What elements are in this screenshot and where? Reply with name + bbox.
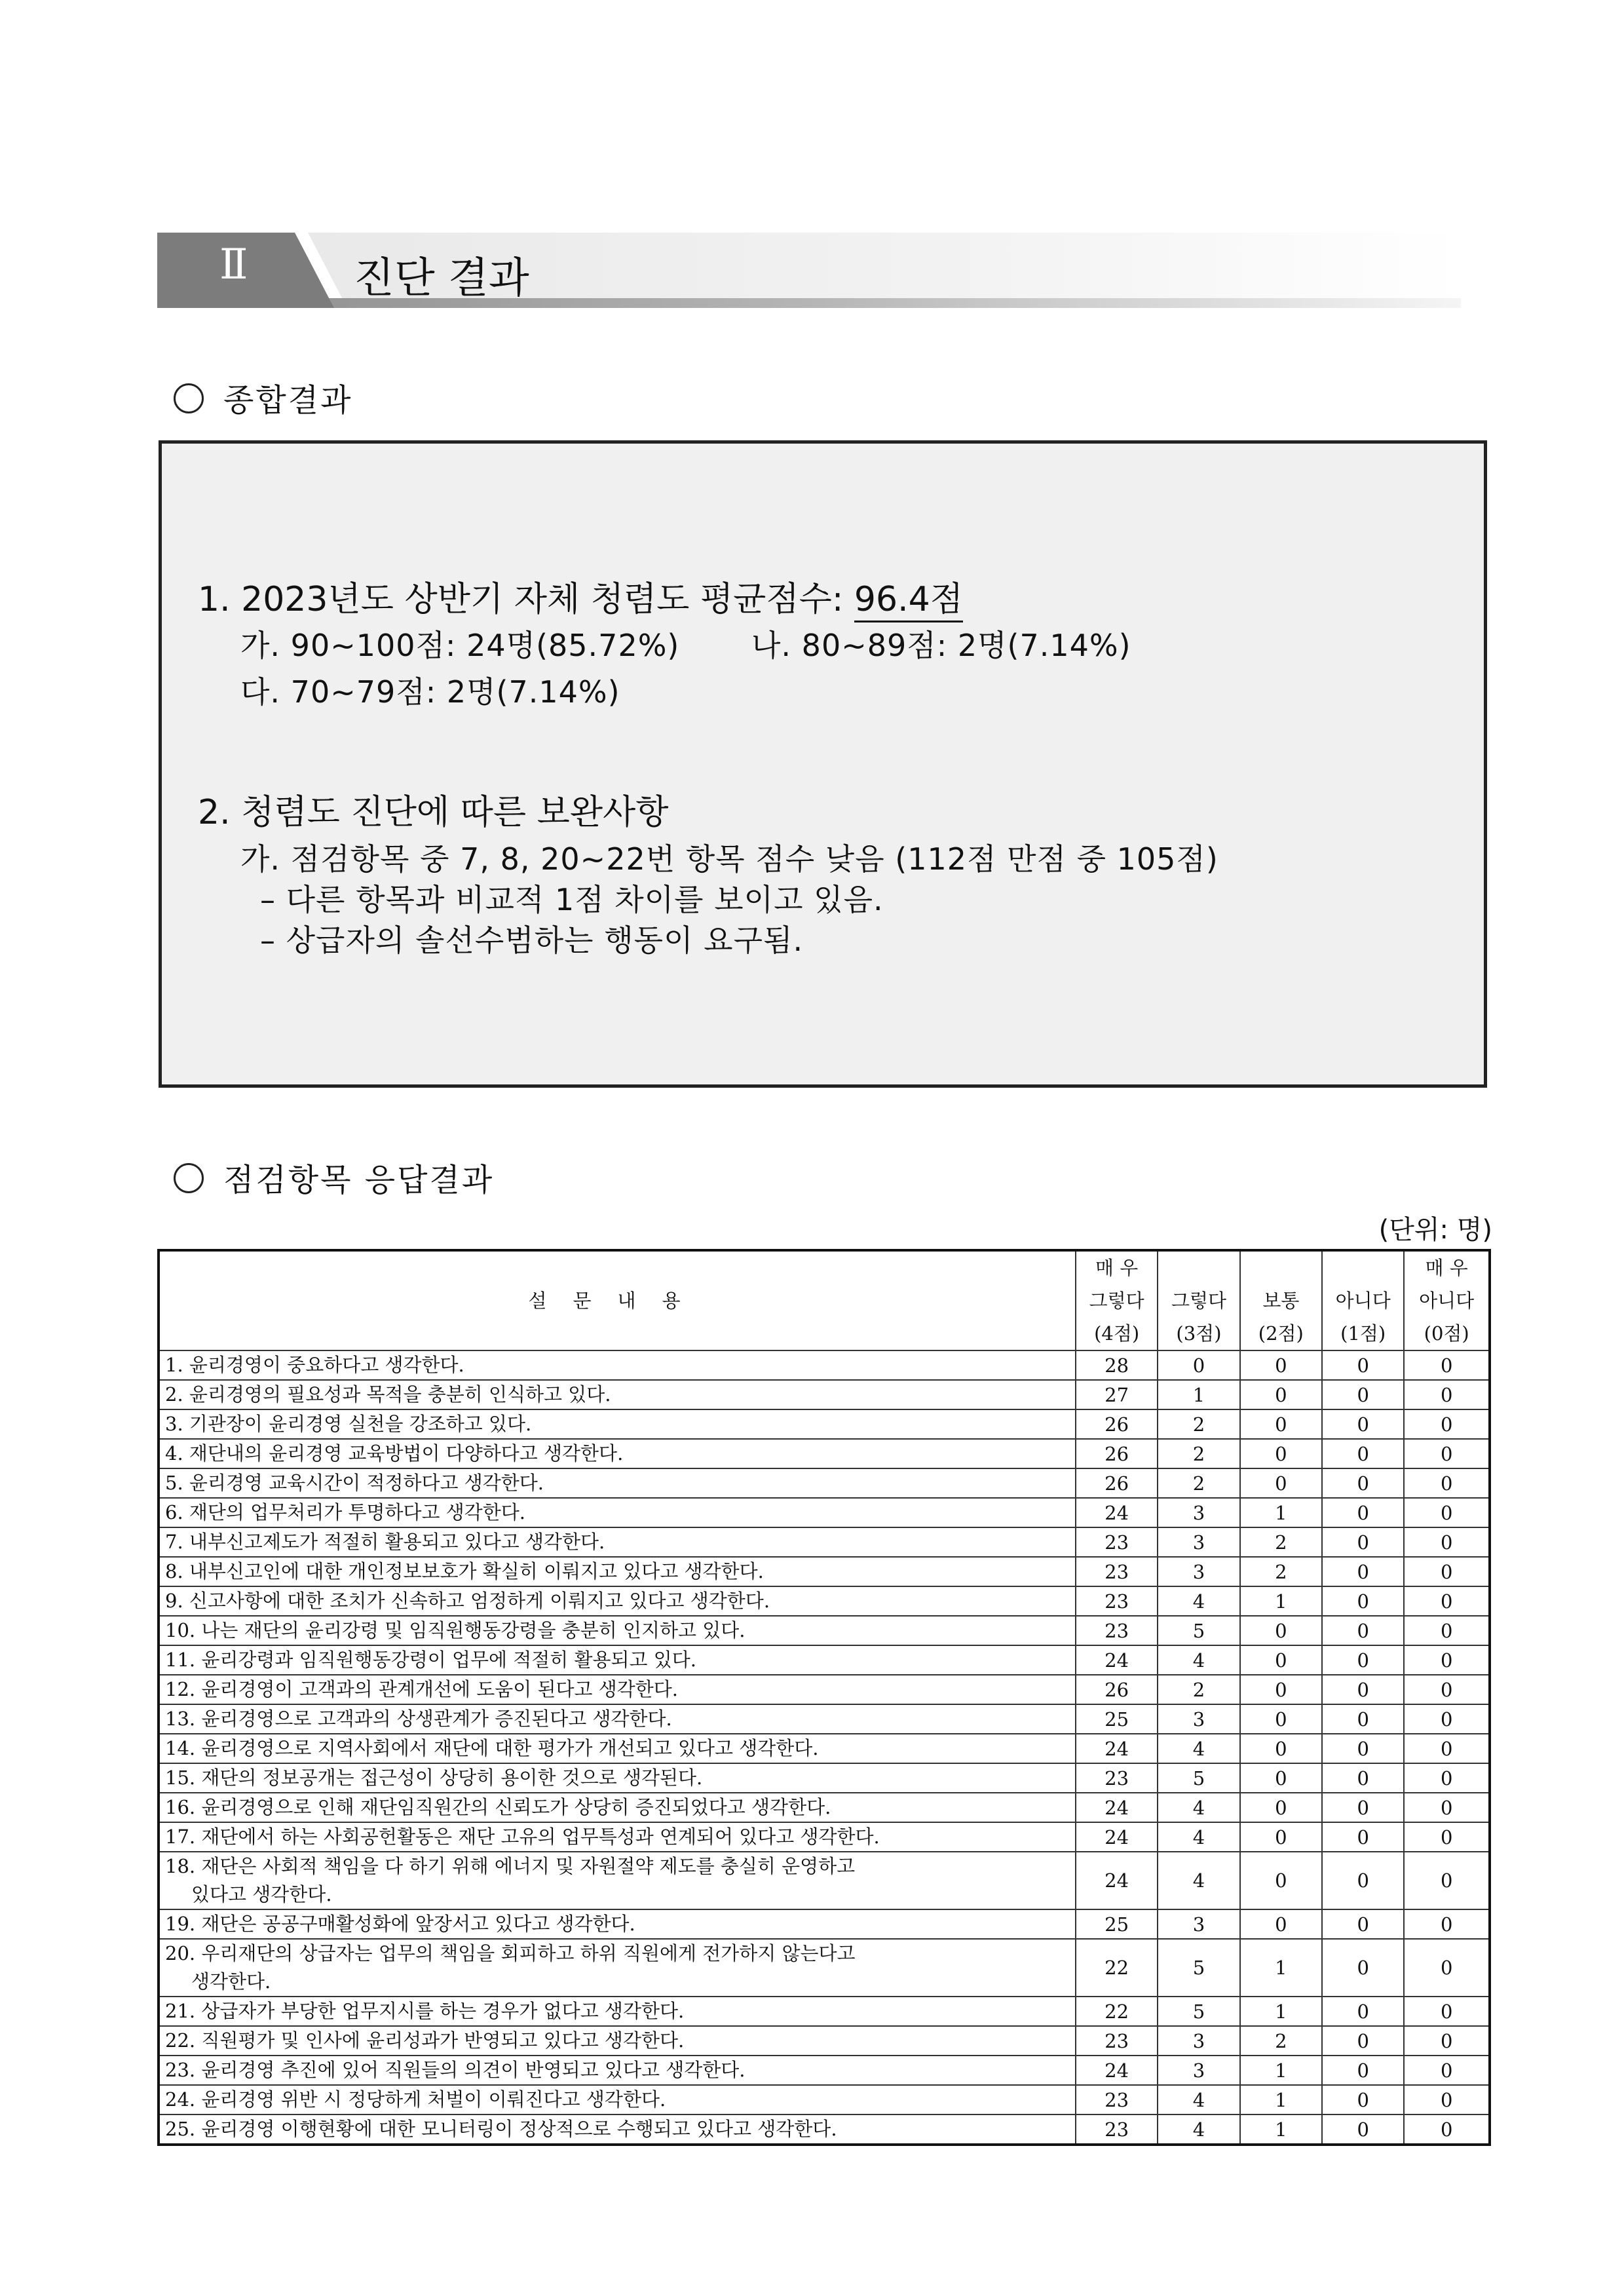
response-count-cell: 0 [1404,2026,1490,2056]
response-count-cell: 1 [1240,1498,1322,1527]
table-row [159,1704,1490,1734]
response-count-cell: 0 [1322,1557,1404,1586]
response-count-cell: 0 [1404,1645,1490,1675]
question-cell [159,1498,1076,1527]
question-cell [159,1380,1076,1409]
question-cell [159,1409,1076,1439]
question-text: 14. 윤리경영으로 지역사회에서 재단에 대한 평가가 개선되고 있다고 생각한다. [165,1737,819,1759]
response-count-cell: 4 [1158,1645,1239,1675]
question-text: 3. 기관장이 윤리경영 실천을 강조하고 있다. [165,1413,532,1435]
question-text-continued: 생각한다. [191,1970,271,1993]
response-count-cell: 2 [1240,1527,1322,1557]
table-row [159,1409,1490,1439]
section-number: Ⅱ [219,240,248,289]
summary-item-1-prefix: 1. 2023년도 상반기 자체 청렴도 평균점수: [198,580,854,619]
question-text-continued: 있다고 생각한다. [191,1883,332,1905]
response-count-cell: 0 [1240,1409,1322,1439]
response-count-cell: 0 [1404,1409,1490,1439]
response-count-cell: 2 [1158,1409,1239,1439]
table-body [159,1350,1490,2145]
question-text: 20. 우리재단의 상급자는 업무의 책임을 회피하고 하위 직원에게 전가하지 않는다고 [165,1942,856,1964]
summary-heading-text: 종합결과 [223,382,353,419]
question-text: 2. 윤리경영의 필요성과 목적을 충분히 인식하고 있다. [165,1383,611,1406]
response-count-cell: 0 [1158,1350,1239,1380]
response-count-cell: 1 [1240,1939,1322,1997]
table-row [159,1586,1490,1616]
response-count-cell: 0 [1322,2114,1404,2145]
response-count-cell: 0 [1240,1468,1322,1498]
response-count-cell: 0 [1322,1439,1404,1468]
response-count-cell: 22 [1076,1997,1158,2026]
response-count-cell: 1 [1240,1997,1322,2026]
response-count-cell: 0 [1404,1909,1490,1939]
question-text: 22. 직원평가 및 인사에 윤리성과가 반영되고 있다고 생각한다. [165,2029,685,2052]
response-count-cell: 4 [1158,2114,1239,2145]
response-count-cell: 24 [1076,1822,1158,1852]
question-cell [159,1939,1076,1997]
response-count-cell: 23 [1076,2026,1158,2056]
summary-heading [174,375,352,420]
response-count-cell: 3 [1158,1909,1239,1939]
response-count-cell: 0 [1240,1380,1322,1409]
table-row [159,1734,1490,1763]
response-count-cell: 0 [1322,1498,1404,1527]
question-cell [159,2026,1076,2056]
question-text: 24. 윤리경영 위반 시 정당하게 처벌이 이뤄진다고 생각한다. [165,2088,666,2111]
table-header-row [159,1250,1490,1350]
question-cell [159,1793,1076,1822]
response-count-cell: 3 [1158,1557,1239,1586]
response-count-cell: 0 [1404,1997,1490,2026]
question-cell [159,1822,1076,1852]
response-table [157,1249,1491,2146]
response-count-cell: 0 [1240,1616,1322,1645]
response-count-cell: 0 [1240,1822,1322,1852]
response-count-cell: 0 [1404,2085,1490,2114]
summary-item-1-line-b: 나. 80~89점: 2명(7.14%) [751,628,1131,663]
table-row [159,1616,1490,1645]
response-count-cell: 0 [1322,2026,1404,2056]
question-text: 1. 윤리경영이 중요하다고 생각한다. [165,1354,464,1376]
response-count-cell: 1 [1240,1586,1322,1616]
response-count-cell: 22 [1076,1939,1158,1997]
question-text: 25. 윤리경영 이행현황에 대한 모니터링이 정상적으로 수행되고 있다고 생각한다. [165,2118,837,2140]
section-title: 진단 결과 [354,254,529,303]
response-count-cell: 0 [1240,1439,1322,1468]
question-cell [159,1763,1076,1793]
table-row [159,1852,1490,1909]
response-count-cell: 26 [1076,1439,1158,1468]
table-row [159,1909,1490,1939]
response-count-cell: 2 [1240,1557,1322,1586]
response-count-cell: 0 [1322,1645,1404,1675]
question-text: 16. 윤리경영으로 인해 재단임직원간의 신뢰도가 상당히 증진되었다고 생각한다. [165,1796,831,1818]
summary-item-2-line-a: 가. 점검항목 중 7, 8, 20~22번 항목 점수 낮음 (112점 만점 중 105점) [240,841,1218,877]
response-count-cell: 5 [1158,1939,1239,1997]
response-count-cell: 0 [1322,1793,1404,1822]
question-cell [159,1439,1076,1468]
question-cell [159,1704,1076,1734]
response-count-cell: 0 [1240,1852,1322,1909]
response-count-cell: 0 [1404,1939,1490,1997]
response-count-cell: 3 [1158,1704,1239,1734]
response-count-cell: 26 [1076,1468,1158,1498]
question-text: 23. 윤리경영 추진에 있어 직원들의 의견이 반영되고 있다고 생각한다. [165,2059,746,2081]
summary-box [159,440,1487,1088]
response-count-cell: 0 [1404,1763,1490,1793]
response-count-cell: 0 [1322,1468,1404,1498]
summary-item-2-dash-2: – 상급자의 솔선수범하는 행동이 요구됨. [260,923,804,958]
response-count-cell: 2 [1158,1675,1239,1704]
response-count-cell: 0 [1404,1586,1490,1616]
question-cell [159,1734,1076,1763]
question-text: 21. 상급자가 부당한 업무지시를 하는 경우가 없다고 생각한다. [165,2000,685,2022]
question-text: 12. 윤리경영이 고객과의 관계개선에 도움이 된다고 생각한다. [165,1678,678,1700]
table-row [159,2085,1490,2114]
question-cell [159,1468,1076,1498]
response-count-cell: 0 [1404,1793,1490,1822]
question-header: 설문내용 [159,1250,1076,1350]
question-cell [159,1645,1076,1675]
response-count-cell: 1 [1240,2085,1322,2114]
question-cell [159,2056,1076,2085]
response-count-cell: 3 [1158,2026,1239,2056]
response-count-cell: 4 [1158,1793,1239,1822]
response-count-cell: 0 [1240,1350,1322,1380]
response-count-cell: 0 [1404,2056,1490,2085]
table-row [159,2056,1490,2085]
response-count-cell: 2 [1158,1468,1239,1498]
column-header-disagree: 아니다 (1점) [1322,1250,1404,1350]
response-count-cell: 0 [1404,2114,1490,2145]
response-count-cell: 0 [1322,1409,1404,1439]
question-text: 11. 윤리강령과 임직원행동강령이 업무에 적절히 활용되고 있다. [165,1649,696,1671]
response-count-cell: 1 [1158,1380,1239,1409]
response-count-cell: 23 [1076,2085,1158,2114]
response-count-cell: 0 [1322,1852,1404,1909]
response-count-cell: 4 [1158,1852,1239,1909]
table-row [159,2026,1490,2056]
question-text: 18. 재단은 사회적 책임을 다 하기 위해 에너지 및 자원절약 제도를 충실히 운영하고 [165,1855,856,1877]
column-header-agree: 그렇다 (3점) [1158,1250,1239,1350]
response-count-cell: 4 [1158,2085,1239,2114]
summary-item-1-line-a: 가. 90~100점: 24명(85.72%) [240,628,680,663]
response-count-cell: 0 [1322,1616,1404,1645]
table-row [159,1380,1490,1409]
response-count-cell: 24 [1076,1793,1158,1822]
question-cell [159,1527,1076,1557]
response-count-cell: 0 [1240,1763,1322,1793]
response-count-cell: 0 [1404,1616,1490,1645]
response-count-cell: 0 [1322,1380,1404,1409]
response-count-cell: 0 [1322,1350,1404,1380]
summary-item-1-line-c: 다. 70~79점: 2명(7.14%) [240,674,620,710]
response-count-cell: 0 [1322,1822,1404,1852]
question-cell [159,1909,1076,1939]
question-text: 9. 신고사항에 대한 조치가 신속하고 엄정하게 이뤄지고 있다고 생각한다. [165,1590,770,1612]
section-header [157,233,1461,308]
response-count-cell: 0 [1404,1822,1490,1852]
table-row [159,1350,1490,1380]
response-count-cell: 5 [1158,1997,1239,2026]
circle-bullet-icon [174,383,204,413]
table-row [159,1793,1490,1822]
table-row [159,2114,1490,2145]
response-count-cell: 0 [1240,1675,1322,1704]
question-cell [159,1675,1076,1704]
response-count-cell: 4 [1158,1734,1239,1763]
response-count-cell: 25 [1076,1704,1158,1734]
average-score: 96.4점 [854,580,963,622]
response-count-cell: 0 [1322,1527,1404,1557]
question-text: 6. 재단의 업무처리가 투명하다고 생각한다. [165,1501,525,1523]
question-text: 7. 내부신고제도가 적절히 활용되고 있다고 생각한다. [165,1531,605,1553]
table-row [159,1763,1490,1793]
response-count-cell: 24 [1076,1852,1158,1909]
question-text: 10. 나는 재단의 윤리강령 및 임직원행동강령을 충분히 인지하고 있다. [165,1619,746,1641]
response-count-cell: 24 [1076,1498,1158,1527]
response-count-cell: 0 [1322,1734,1404,1763]
response-count-cell: 0 [1404,1439,1490,1468]
table-row [159,1645,1490,1675]
question-text: 13. 윤리경영으로 고객과의 상생관계가 증진된다고 생각한다. [165,1708,672,1730]
response-count-cell: 5 [1158,1616,1239,1645]
response-count-cell: 1 [1240,2114,1322,2145]
column-header-very-disagree: 매 우 아니다 (0점) [1404,1250,1490,1350]
response-count-cell: 0 [1404,1380,1490,1409]
response-count-cell: 28 [1076,1350,1158,1380]
response-count-cell: 23 [1076,1557,1158,1586]
question-text: 19. 재단은 공공구매활성화에 앞장서고 있다고 생각한다. [165,1913,635,1935]
question-text: 17. 재단에서 하는 사회공헌활동은 재단 고유의 업무특성과 연계되어 있다고 생각한다. [165,1826,880,1848]
question-text: 5. 윤리경영 교육시간이 적정하다고 생각한다. [165,1472,544,1494]
table-row [159,1997,1490,2026]
response-count-cell: 26 [1076,1409,1158,1439]
response-count-cell: 23 [1076,1586,1158,1616]
response-count-cell: 0 [1404,1704,1490,1734]
summary-item-1 [198,571,963,621]
response-count-cell: 3 [1158,1527,1239,1557]
response-count-cell: 0 [1240,1645,1322,1675]
table-row [159,1675,1490,1704]
column-header-very-agree: 매 우 그렇다 (4점) [1076,1250,1158,1350]
response-count-cell: 1 [1240,2056,1322,2085]
column-header-neutral: 보통 (2점) [1240,1250,1322,1350]
response-count-cell: 0 [1322,1763,1404,1793]
table-row [159,1527,1490,1557]
response-count-cell: 0 [1322,1675,1404,1704]
response-count-cell: 0 [1240,1909,1322,1939]
question-cell [159,1557,1076,1586]
response-count-cell: 3 [1158,1498,1239,1527]
section-header-shadow [157,298,1461,308]
question-cell [159,2085,1076,2114]
response-count-cell: 0 [1404,1675,1490,1704]
response-count-cell: 23 [1076,2114,1158,2145]
response-count-cell: 23 [1076,1616,1158,1645]
response-count-cell: 0 [1404,1527,1490,1557]
question-text: 15. 재단의 정보공개는 접근성이 상당히 용이한 것으로 생각된다. [165,1767,703,1789]
responses-heading [174,1155,494,1200]
response-count-cell: 0 [1240,1793,1322,1822]
responses-heading-text: 점검항목 응답결과 [223,1162,495,1198]
response-count-cell: 0 [1322,1909,1404,1939]
question-cell [159,2114,1076,2145]
response-count-cell: 4 [1158,1822,1239,1852]
response-count-cell: 26 [1076,1675,1158,1704]
response-count-cell: 0 [1240,1704,1322,1734]
table-row [159,1557,1490,1586]
response-count-cell: 2 [1158,1439,1239,1468]
question-text: 4. 재단내의 윤리경영 교육방법이 다양하다고 생각한다. [165,1442,624,1464]
response-count-cell: 0 [1404,1852,1490,1909]
response-count-cell: 0 [1404,1350,1490,1380]
response-count-cell: 0 [1404,1734,1490,1763]
question-cell [159,1586,1076,1616]
response-count-cell: 4 [1158,1586,1239,1616]
table-row [159,1468,1490,1498]
response-count-cell: 0 [1322,1586,1404,1616]
response-count-cell: 24 [1076,1645,1158,1675]
question-cell [159,1350,1076,1380]
summary-item-2-dash-1: – 다른 항목과 비교적 1점 차이를 보이고 있음. [260,882,884,917]
circle-bullet-icon [174,1163,204,1193]
response-count-cell: 27 [1076,1380,1158,1409]
response-count-cell: 0 [1404,1498,1490,1527]
response-count-cell: 0 [1322,1939,1404,1997]
response-count-cell: 24 [1076,1734,1158,1763]
response-count-cell: 25 [1076,1909,1158,1939]
response-count-cell: 3 [1158,2056,1239,2085]
response-count-cell: 0 [1322,2085,1404,2114]
response-count-cell: 0 [1322,1704,1404,1734]
response-count-cell: 2 [1240,2026,1322,2056]
response-count-cell: 0 [1240,1734,1322,1763]
summary-item-2-title: 2. 청렴도 진단에 따른 보완사항 [198,793,669,832]
response-count-cell: 23 [1076,1527,1158,1557]
question-text: 8. 내부신고인에 대한 개인정보보호가 확실히 이뤄지고 있다고 생각한다. [165,1560,764,1582]
table-row [159,1498,1490,1527]
response-count-cell: 0 [1322,2056,1404,2085]
response-count-cell: 0 [1322,1997,1404,2026]
unit-label: (단위: 명) [1378,1215,1492,1245]
table-row [159,1822,1490,1852]
table-row [159,1439,1490,1468]
response-count-cell: 24 [1076,2056,1158,2085]
table-row [159,1939,1490,1997]
question-cell [159,1852,1076,1909]
response-count-cell: 0 [1404,1557,1490,1586]
question-cell [159,1616,1076,1645]
response-count-cell: 0 [1404,1468,1490,1498]
response-count-cell: 23 [1076,1763,1158,1793]
response-count-cell: 5 [1158,1763,1239,1793]
question-cell [159,1997,1076,2026]
